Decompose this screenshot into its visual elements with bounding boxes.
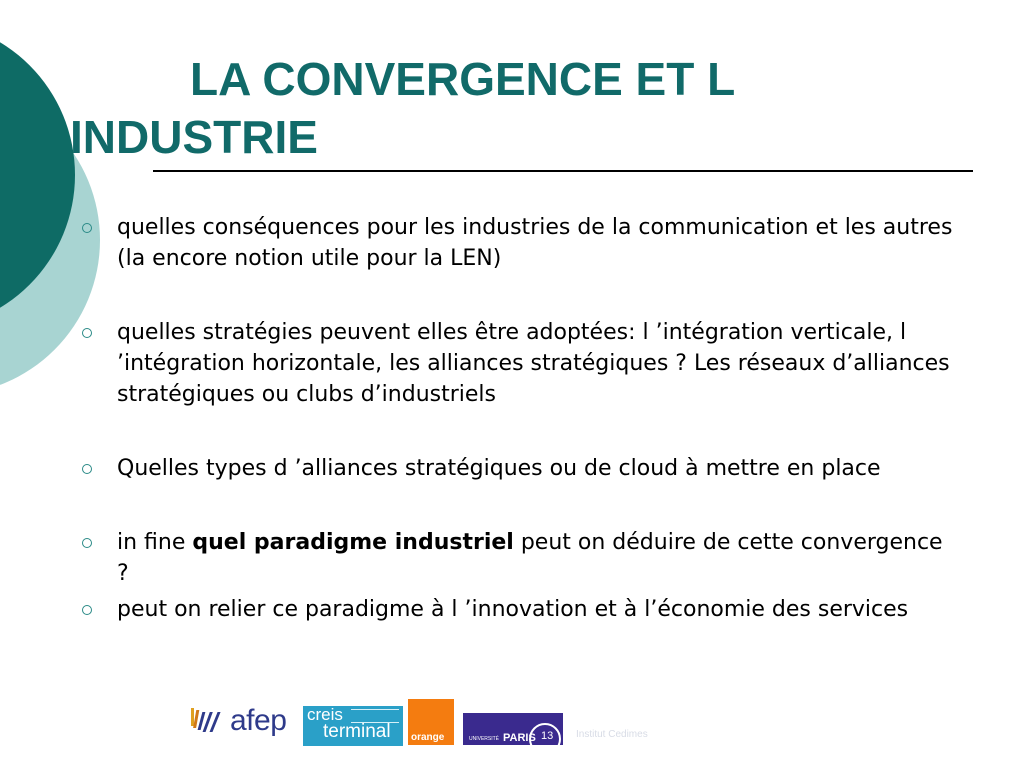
title-line-2: INDUSTRIE bbox=[70, 111, 318, 163]
slide-title bbox=[0, 50, 1024, 166]
bullet-list bbox=[76, 212, 956, 625]
orange-logo-text: orange bbox=[411, 732, 445, 743]
title-line-1: LA CONVERGENCE ET L bbox=[190, 53, 736, 105]
circle-bullet-icon bbox=[82, 605, 92, 615]
bullet-item bbox=[76, 317, 956, 410]
bullet-text-prefix: in fine bbox=[117, 530, 193, 555]
paris13-name-text: PARIS bbox=[503, 732, 536, 744]
circle-bullet-icon bbox=[82, 223, 92, 233]
bullet-item bbox=[76, 453, 956, 484]
orange-logo bbox=[408, 699, 454, 745]
paris13-number-text: 13 bbox=[541, 730, 554, 742]
paris13-universite-text: UNIVERSITÉ bbox=[469, 736, 500, 742]
bullet-text: peut on relier ce paradigme à l ’innovation et à l’économie des services bbox=[117, 597, 909, 622]
afep-logo-text: afep bbox=[230, 704, 287, 737]
bullet-text-suffix: peut on déduire de cette convergence ? bbox=[117, 530, 943, 586]
creis-logo-text: creis bbox=[307, 706, 343, 724]
bullet-item bbox=[76, 212, 956, 274]
bullet-text: quelles conséquences pour les industries de la communication et les autres (la encore notion utile pour la LEN) bbox=[117, 215, 953, 271]
bullet-text-bold: quel paradigme industriel bbox=[192, 530, 514, 555]
circle-bullet-icon bbox=[82, 464, 92, 474]
afep-stripes-icon bbox=[190, 706, 232, 736]
cedimes-logo-text: Institut Cedimes bbox=[576, 729, 648, 740]
paris13-logo bbox=[463, 713, 563, 745]
bullet-item bbox=[76, 594, 956, 625]
afep-logo bbox=[190, 700, 298, 744]
bullet-item bbox=[76, 527, 956, 589]
title-underline bbox=[153, 170, 973, 172]
bullet-text: quelles stratégies peuvent elles être adoptées: l ’intégration verticale, l ’intégration horizontale, les alliances stratégiques ? Les réseaux d’alliances stratégiques ou clubs d’industriels bbox=[117, 320, 950, 407]
terminal-logo-text: terminal bbox=[323, 721, 391, 742]
creis-terminal-logo bbox=[303, 706, 403, 746]
circle-bullet-icon bbox=[82, 538, 92, 548]
circle-bullet-icon bbox=[82, 328, 92, 338]
bullet-text: Quelles types d ’alliances stratégiques ou de cloud à mettre en place bbox=[117, 456, 881, 481]
